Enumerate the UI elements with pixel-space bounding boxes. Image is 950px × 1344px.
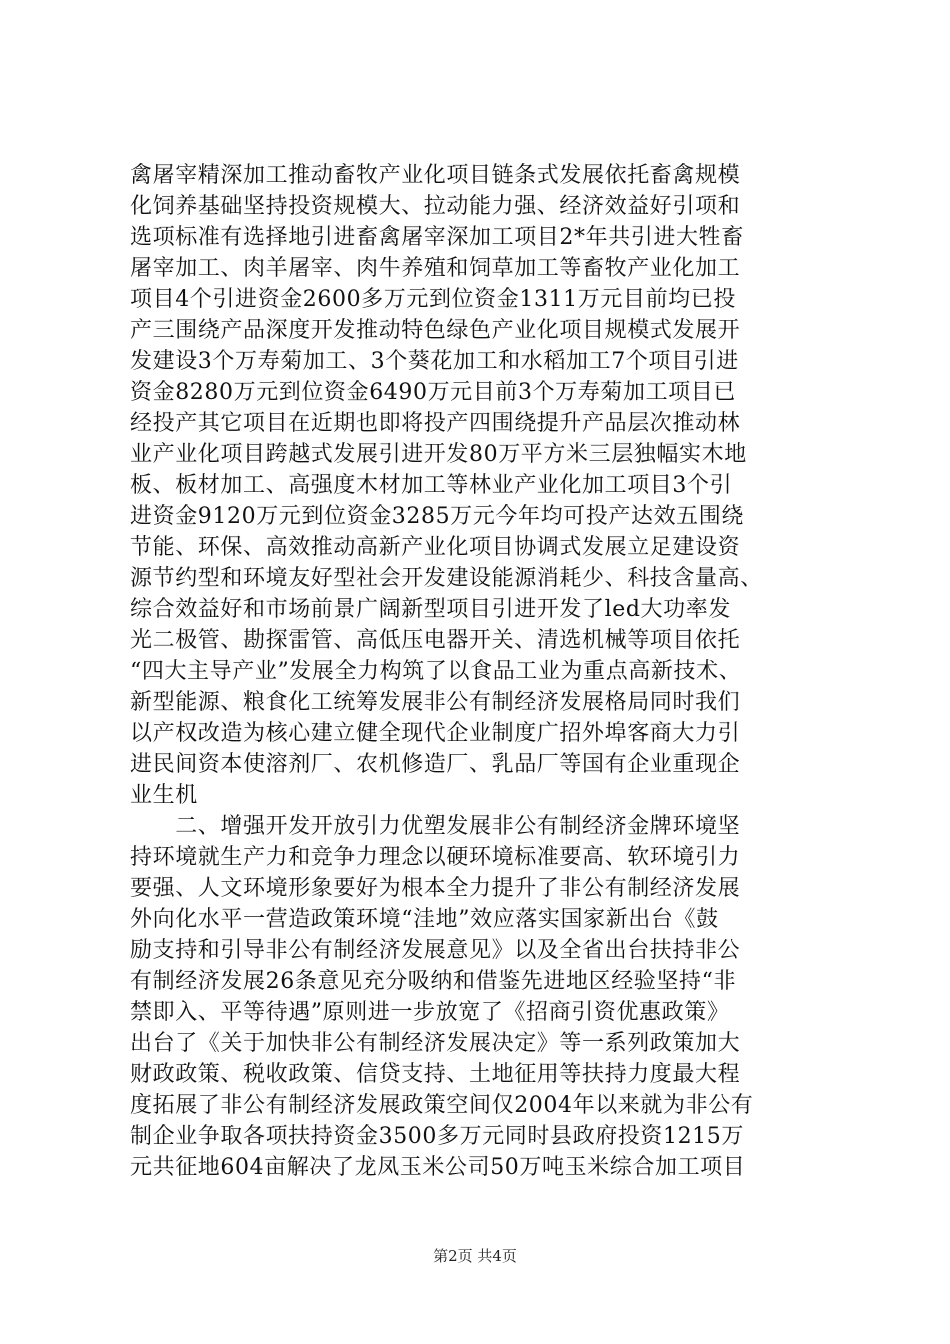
text-line: 业生机	[130, 783, 198, 808]
text-line: 业产业化项目跨越式发展引进开发80万平方米三层独幅实木地	[130, 442, 747, 467]
text-line: 财政政策、税收政策、信贷支持、土地征用等扶持力度最大程	[130, 1062, 741, 1087]
text-line: 禽屠宰精深加工推动畜牧产业化项目链条式发展依托畜禽规模	[130, 163, 741, 188]
text-line: 经投产其它项目在近期也即将投产四围绕提升产品层次推动林	[130, 411, 741, 436]
text-line: 制企业争取各项扶持资金3500多万元同时县政府投资1215万	[130, 1124, 744, 1149]
text-line: 选项标准有选择地引进畜禽屠宰深加工项目2*年共引进大牲畜	[130, 225, 744, 250]
text-line: 综合效益好和市场前景广阔新型项目引进开发了led大功率发	[130, 597, 731, 622]
text-line: 新型能源、粮食化工统筹发展非公有制经济发展格局同时我们	[130, 690, 741, 715]
text-line: 元共征地604亩解决了龙凤玉米公司50万吨玉米综合加工项目	[130, 1155, 746, 1180]
text-line: 有制经济发展26条意见充分吸纳和借鉴先进地区经验坚持“非	[130, 969, 737, 994]
text-line: 源节约型和环境友好型社会开发建设能源消耗少、科技含量高、	[130, 566, 763, 591]
text-line: 持环境就生产力和竞争力理念以硬环境标准要高、软环境引力	[130, 845, 741, 870]
text-line: 板、板材加工、高强度木材加工等林业产业化加工项目3个引	[130, 473, 733, 498]
text-line: 光二极管、勘探雷管、高低压电器开关、清选机械等项目依托	[130, 628, 741, 653]
text-line: 禁即入、平等待遇”原则进一步放宽了《招商引资优惠政策》	[130, 1000, 730, 1025]
text-line: 屠宰加工、肉羊屠宰、肉牛养殖和饲草加工等畜牧产业化加工	[130, 256, 741, 281]
text-line: “四大主导产业”发展全力构筑了以食品工业为重点高新技术、	[130, 659, 742, 684]
text-line: 二、增强开发开放引力优塑发展非公有制经济金牌环境坚	[130, 814, 741, 839]
text-line: 进民间资本使溶剂厂、农机修造厂、乳品厂等国有企业重现企	[130, 752, 741, 777]
text-line: 励支持和引导非公有制经济发展意见》以及全省出台扶持非公	[130, 938, 741, 963]
text-line: 节能、环保、高效推动高新产业化项目协调式发展立足建设资	[130, 535, 741, 560]
text-line: 资金8280万元到位资金6490万元目前3个万寿菊加工项目已	[130, 380, 736, 405]
body-text	[130, 160, 830, 1183]
text-line: 要强、人文环境形象要好为根本全力提升了非公有制经济发展	[130, 876, 741, 901]
text-line: 度拓展了非公有制经济发展政策空间仅2004年以来就为非公有	[130, 1093, 754, 1118]
text-line: 以产权改造为核心建立健全现代企业制度广招外埠客商大力引	[130, 721, 741, 746]
text-line: 化饲养基础坚持投资规模大、拉动能力强、经济效益好引项和	[130, 194, 741, 219]
text-line: 出台了《关于加快非公有制经济发展决定》等一系列政策加大	[130, 1031, 741, 1056]
text-line: 进资金9120万元到位资金3285万元今年均可投产达效五围绕	[130, 504, 744, 529]
text-line: 项目4个引进资金2600多万元到位资金1311万元目前均已投	[130, 287, 736, 312]
text-line: 发建设3个万寿菊加工、3个葵花加工和水稻加工7个项目引进	[130, 349, 739, 374]
page-footer: 第2页 共4页	[433, 1247, 517, 1265]
text-line: 产三围绕产品深度开发推动特色绿色产业化项目规模式发展开	[130, 318, 741, 343]
text-line: 外向化水平一营造政策环境“洼地”效应落实国家新出台《鼓	[130, 907, 719, 932]
